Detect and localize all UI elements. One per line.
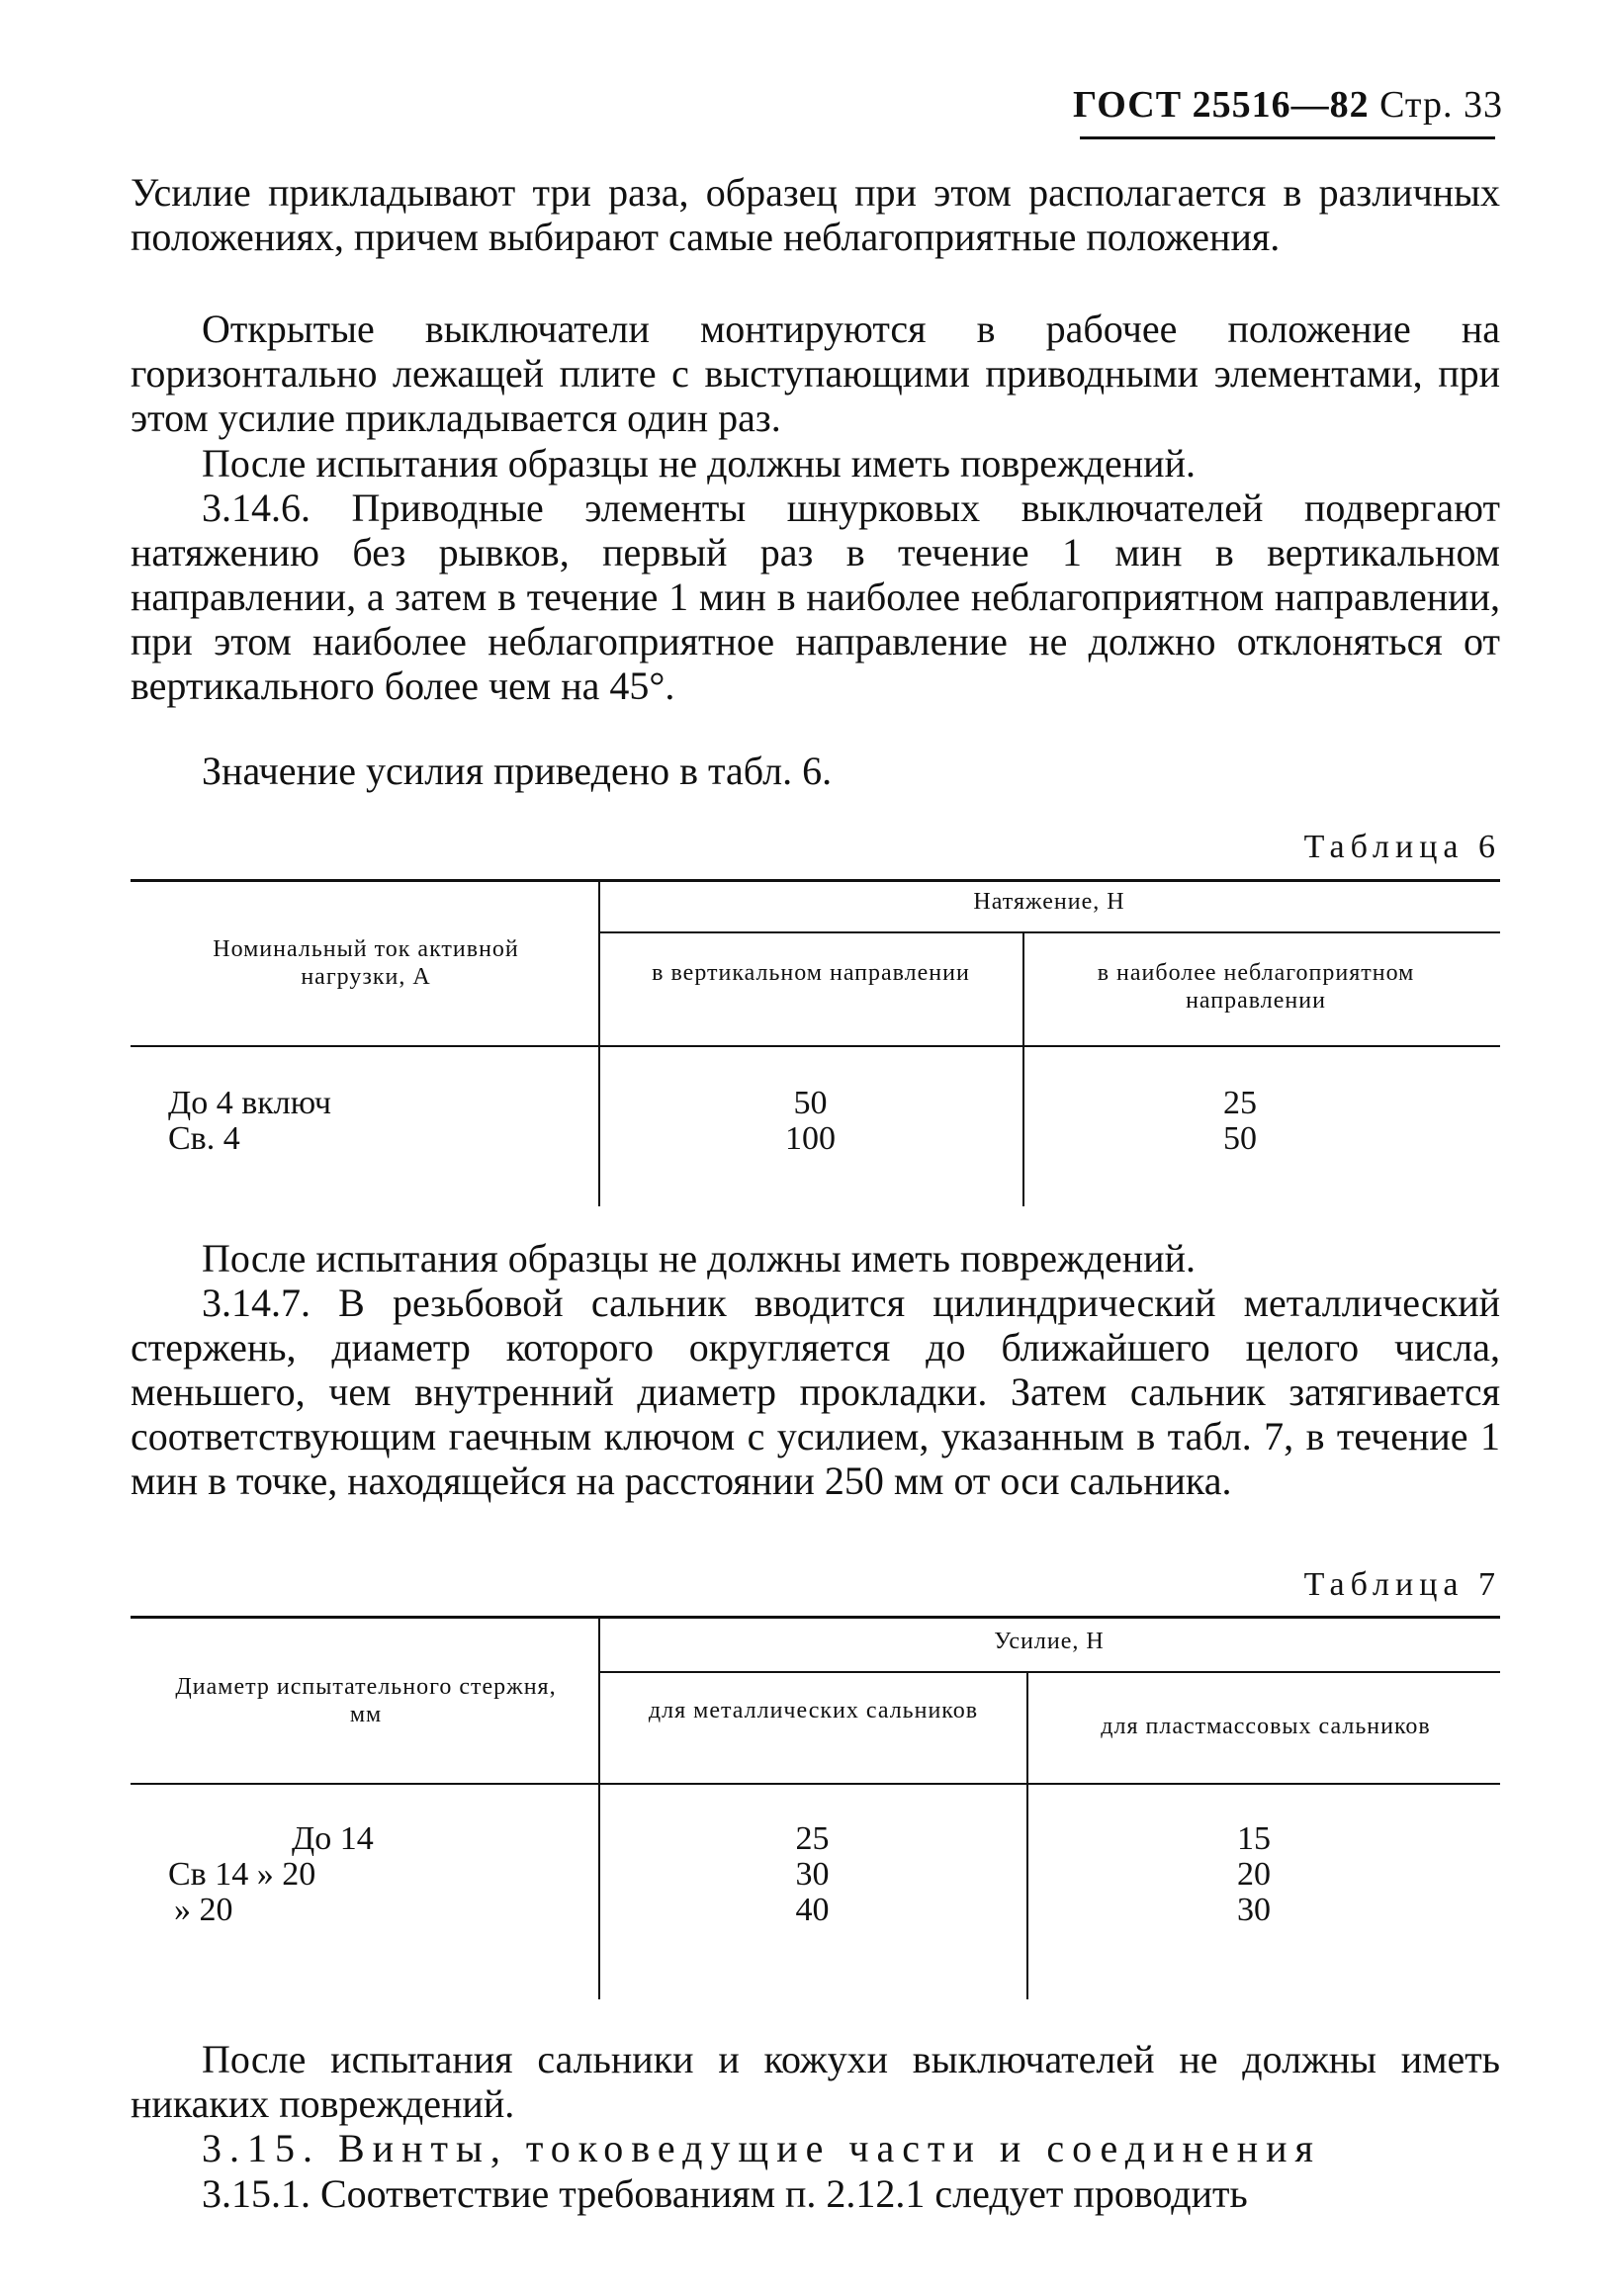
paragraph-no-damage-1: После испытания образцы не должны иметь повреждений. [202, 441, 1196, 486]
table7-row-label: Св 14 » 20 [168, 1856, 316, 1893]
doc-code: ГОСТ 25516—82 [1073, 84, 1370, 126]
table7-col1-header: Диаметр испытательного стержня, мм [175, 1674, 557, 1727]
table6-col1-header: Номинальный ток активной нагрузки, А [213, 936, 519, 990]
table6-cell-unfavorable: 50 [1223, 1120, 1257, 1157]
table6-row-label: Св. 4 [168, 1120, 240, 1157]
paragraph-no-damage-2: После испытания образцы не должны иметь повреждений. [202, 1236, 1196, 1280]
paragraph-table6-ref: Значение усилия приведено в табл. 6. [202, 749, 833, 793]
table7-top-rule [131, 1616, 1500, 1619]
table7-cell-metal: 40 [795, 1892, 830, 1928]
table7-row-label: » 20 [174, 1892, 233, 1928]
paragraph-force-applied: Усилие прикладывают три раза, образец при этом располагается в различных положениях, причем выбирают самые неблагоприятные положения. [131, 170, 1500, 259]
table6-top-rule [131, 879, 1500, 882]
table7-col3-header: для пластмассовых сальников [1101, 1714, 1431, 1739]
table6-cell-unfavorable: 25 [1223, 1085, 1257, 1121]
page-number: Стр. 33 [1379, 84, 1503, 126]
table7-header-rule [131, 1783, 1500, 1785]
paragraph-3-14-6: 3.14.6. Приводные элементы шнурковых выключателей подвергают натяжению без рывков, первый раз в течение 1 мин в вертикальном направлении, а затем в течение 1 мин в наиболее неблагоприятном направлении, при этом наиболее неблагоприятное направление не должно отклоняться от вертикального более чем на 45°. [131, 486, 1500, 708]
table7-cell-plastic: 15 [1237, 1820, 1271, 1857]
table6-header-rule [131, 1045, 1500, 1047]
table6-cell-vertical: 100 [785, 1120, 836, 1157]
table6-col3-header: в наиболее неблагоприятном направлении [1097, 960, 1415, 1014]
table7-group-header: Усилие, Н [994, 1629, 1105, 1654]
table7-col2-header: для металлических сальников [648, 1698, 979, 1723]
table6-caption: Таблица 6 [1303, 829, 1501, 865]
table7-cell-plastic: 20 [1237, 1856, 1271, 1893]
table7-group-rule [598, 1671, 1500, 1673]
table6-group-header: Натяжение, Н [973, 889, 1125, 915]
table7-caption: Таблица 7 [1303, 1566, 1501, 1603]
table6-row-label: До 4 включ [168, 1085, 331, 1121]
paragraph-glands-no-damage: После испытания сальники и кожухи выключателей не должны иметь никаких повреждений. [131, 2037, 1500, 2126]
section-3-15-heading: 3.15. Винты, токоведущие части и соединения [202, 2126, 1321, 2170]
paragraph-3-15-1: 3.15.1. Соответствие требованиям п. 2.12.1 следует проводить [202, 2171, 1248, 2216]
table6-divider-2 [1022, 931, 1024, 1206]
table7-divider-1 [598, 1619, 600, 1999]
page-header [1073, 83, 1503, 127]
table7-cell-metal: 25 [795, 1820, 830, 1857]
table7-cell-metal: 30 [795, 1856, 830, 1893]
paragraph-open-switches: Открытые выключатели монтируются в рабочее положение на горизонтально лежащей плите с выступающими приводными элементами, при этом усилие прикладывается один раз. [131, 307, 1500, 440]
paragraph-3-14-7: 3.14.7. В резьбовой сальник вводится цилиндрический металлический стержень, диаметр которого округляется до ближайшего целого числа, меньшего, чем внутренний диаметр прокладки. Затем сальник затягивается соответствующим гаечным ключом с усилием, указанным в табл. 7, в течение 1 мин в точке, находящейся на расстоянии 250 мм от оси сальника. [131, 1280, 1500, 1503]
table7-cell-plastic: 30 [1237, 1892, 1271, 1928]
table6-cell-vertical: 50 [793, 1085, 828, 1121]
table6-col2-header: в вертикальном направлении [652, 960, 970, 986]
header-rule [1080, 136, 1495, 139]
table7-row-label: До 14 [292, 1820, 374, 1857]
table6-group-rule [598, 931, 1500, 933]
